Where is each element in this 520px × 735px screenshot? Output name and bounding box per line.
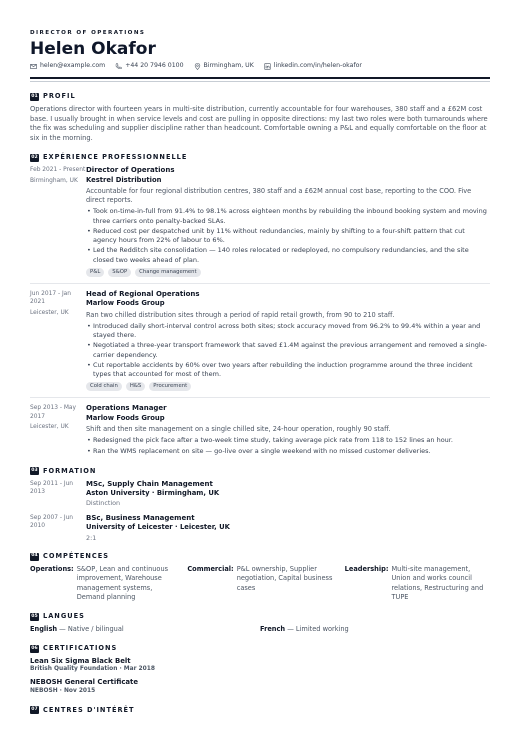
certification-issuer: NEBOSH · Nov 2015 — [30, 687, 96, 694]
profile-summary: Operations director with fourteen years in multi-site distribution, currently accountable for four warehouses, 380 staff and a £62M cost base. I usually brought in when service levels and cost are pulling in opposite directions: my last two roles were both turnarounds where the fix was scheduling and supplier discipline rather than headcount. Comfortable owning a P&L and equally comfortable on the floor at six in the morning. — [30, 105, 488, 142]
phone-text: +44 20 7946 0100 — [125, 61, 184, 69]
degree-title: MSc, Supply Chain Management — [86, 479, 213, 488]
experience-section — [30, 153, 490, 457]
language-item — [30, 625, 260, 634]
job-title: Operations Manager — [86, 404, 167, 413]
skill-group-label: Commercial: — [187, 565, 234, 574]
degree-grade: Distinction — [86, 499, 121, 508]
language-level: — Limited working — [287, 625, 349, 634]
job-body — [86, 290, 490, 391]
job-dates: Feb 2021 - Present — [30, 167, 86, 174]
linkedin-text: linkedin.com/in/helen-okafor — [273, 61, 362, 69]
skill-tag: Cold chain — [86, 382, 122, 391]
education-entry — [30, 480, 490, 508]
section-number: 03 — [30, 467, 39, 475]
interests-section — [30, 706, 490, 715]
degree-title: BSc, Business Management — [86, 513, 195, 522]
entry-divider — [30, 283, 490, 284]
language-name: French — [260, 625, 286, 634]
achievement-item: • Introduced daily short-interval control across both sites; stock accuracy moved from 96.2% to 99.4% within a year and stayed there. — [86, 322, 490, 340]
job-description: Shift and then site management on a single chilled site, 24-hour operation, roughly 90 staff. — [86, 424, 391, 433]
job-meta — [30, 404, 86, 456]
job-body — [86, 404, 490, 456]
education-entry — [30, 514, 490, 542]
skill-tag: P&L — [86, 268, 104, 277]
job-location: Leicester, UK — [30, 310, 69, 317]
job-company: Marlow Foods Group — [86, 299, 165, 308]
section-number: 01 — [30, 93, 39, 101]
language-level: — Native / bilingual — [59, 625, 124, 634]
section-number: 02 — [30, 154, 39, 162]
section-title: FORMATION — [43, 466, 97, 475]
person-name: Helen Okafor — [30, 38, 156, 59]
header-rule-thin — [30, 81, 490, 82]
contact-email[interactable] — [30, 62, 105, 70]
contact-linkedin[interactable] — [264, 62, 362, 70]
section-heading — [30, 92, 490, 101]
skill-group — [187, 565, 332, 602]
certification-title: NEBOSH General Certificate — [30, 678, 139, 687]
education-body — [86, 480, 490, 508]
certification-item — [30, 657, 490, 674]
skill-group-value: P&L ownership, Supplier negotiation, Capital business cases — [236, 565, 333, 592]
resume-header — [30, 30, 490, 82]
job-title: Head of Regional Operations — [86, 289, 200, 298]
skill-tag: H&S — [126, 382, 145, 391]
contact-phone[interactable] — [115, 62, 183, 70]
job-achievements — [86, 207, 490, 264]
header-rule — [30, 77, 490, 79]
skill-group-label: Leadership: — [344, 565, 389, 574]
job-company: Marlow Foods Group — [86, 413, 165, 422]
job-achievements — [86, 322, 490, 379]
language-item — [260, 625, 490, 634]
section-heading — [30, 706, 490, 715]
achievement-item: • Reduced cost per despatched unit by 11% without redundancies, mainly by shifting to a four-shift pattern that cut agency hours from 22% of labour to 6%. — [86, 227, 490, 245]
entry-divider — [30, 397, 490, 398]
email-text: helen@example.com — [40, 61, 106, 69]
section-title: CERTIFICATIONS — [43, 644, 118, 653]
job-title: DIRECTOR OF OPERATIONS — [30, 30, 146, 36]
job-body — [86, 166, 490, 277]
job-entry — [30, 166, 490, 277]
location-pin-icon — [194, 63, 201, 70]
skill-group-value: Multi-site management, Union and works council relations, Restructuring and TUPE — [391, 565, 484, 602]
job-dates: Sep 2013 - May 2017 — [30, 405, 77, 420]
skills-grid — [30, 565, 490, 602]
achievement-item: • Cut reportable accidents by 60% over two years after rebuilding the induction programme around the three incident types that accounted for most of them. — [86, 361, 490, 379]
skills-section — [30, 552, 490, 602]
job-title: Director of Operations — [86, 166, 175, 175]
section-number: 05 — [30, 613, 39, 621]
certification-issuer: British Quality Foundation · Mar 2018 — [30, 666, 155, 673]
job-company: Kestrel Distribution — [86, 175, 162, 184]
education-body — [86, 514, 490, 542]
section-title: EXPÉRIENCE PROFESSIONNELLE — [43, 153, 188, 162]
skill-group — [345, 565, 490, 602]
skill-group-label: Operations: — [30, 565, 74, 574]
job-location: Birmingham, UK — [30, 177, 78, 184]
job-meta — [30, 166, 86, 277]
achievement-item: • Ran the WMS replacement on site — go-live over a single weekend with no missed customer deliveries. — [86, 447, 490, 456]
skill-tags — [86, 382, 490, 391]
contact-location — [194, 62, 254, 70]
job-dates: Jun 2017 - Jan 2021 — [30, 290, 72, 306]
linkedin-icon — [264, 63, 271, 70]
job-location: Leicester, UK — [30, 424, 69, 431]
degree-grade: 2:1 — [86, 533, 97, 542]
section-title: CENTRES D'INTÉRÊT — [43, 705, 135, 714]
section-number: 04 — [30, 553, 39, 561]
school-name: University of Leicester · Leicester, UK — [86, 523, 230, 532]
skill-group — [30, 565, 175, 602]
job-meta — [30, 290, 86, 391]
language-name: English — [30, 625, 58, 634]
certifications-section — [30, 644, 490, 695]
skill-tag: S&OP — [108, 268, 131, 277]
section-number: 07 — [30, 706, 39, 714]
achievement-item: • Negotiated a three-year transport framework that saved £1.4M against the previous arrangement and removed a single-carrier dependency. — [86, 341, 490, 359]
job-achievements — [86, 436, 490, 455]
section-title: LANGUES — [43, 612, 85, 621]
profile-section — [30, 92, 490, 143]
job-entry — [30, 404, 490, 456]
school-name: Aston University · Birmingham, UK — [86, 489, 220, 498]
certification-item — [30, 678, 490, 695]
certification-title: Lean Six Sigma Black Belt — [30, 657, 131, 666]
achievement-item: • Led the Redditch site consolidation — 140 roles relocated or redeployed, no compulsory redundancies, and the site closed two weeks ahead of plan. — [86, 246, 490, 264]
skill-group-value: S&OP, Lean and continuous improvement, Warehouse management systems, Demand planning — [76, 565, 169, 602]
job-description: Ran two chilled distribution sites through a period of rapid retail growth, from 90 to 210 staff. — [86, 310, 395, 319]
section-heading — [30, 467, 490, 476]
section-heading — [30, 552, 490, 561]
skill-tag: Change management — [135, 268, 200, 277]
phone-icon — [115, 63, 122, 70]
section-title: PROFIL — [43, 92, 76, 101]
job-entry — [30, 290, 490, 391]
section-number: 06 — [30, 645, 39, 653]
section-heading — [30, 644, 490, 653]
section-title: COMPÉTENCES — [43, 552, 109, 561]
section-heading — [30, 153, 490, 162]
education-dates: Sep 2011 - Jun 2013 — [30, 480, 74, 496]
education-section — [30, 467, 490, 542]
location-text: Birmingham, UK — [203, 61, 254, 69]
achievement-item: • Redesigned the pick face after a two-week time study, taking average pick rate from 118 to 152 lines an hour. — [86, 436, 490, 445]
languages-section — [30, 612, 490, 634]
achievement-item: • Took on-time-in-full from 91.4% to 98.1% across eighteen months by rebuilding the inbound booking system and moving three carriers onto penalty-backed SLAs. — [86, 207, 490, 225]
education-dates: Sep 2007 - Jun 2010 — [30, 514, 74, 530]
job-description: Accountable for four regional distribution centres, 380 staff and a £62M annual cost base, reporting to the COO. Five direct reports. — [86, 186, 472, 205]
envelope-icon — [30, 63, 37, 70]
contact-row — [30, 62, 490, 70]
skill-tag: Procurement — [149, 382, 191, 391]
languages-list — [30, 625, 490, 634]
skill-tags — [86, 268, 490, 277]
section-heading — [30, 612, 490, 621]
